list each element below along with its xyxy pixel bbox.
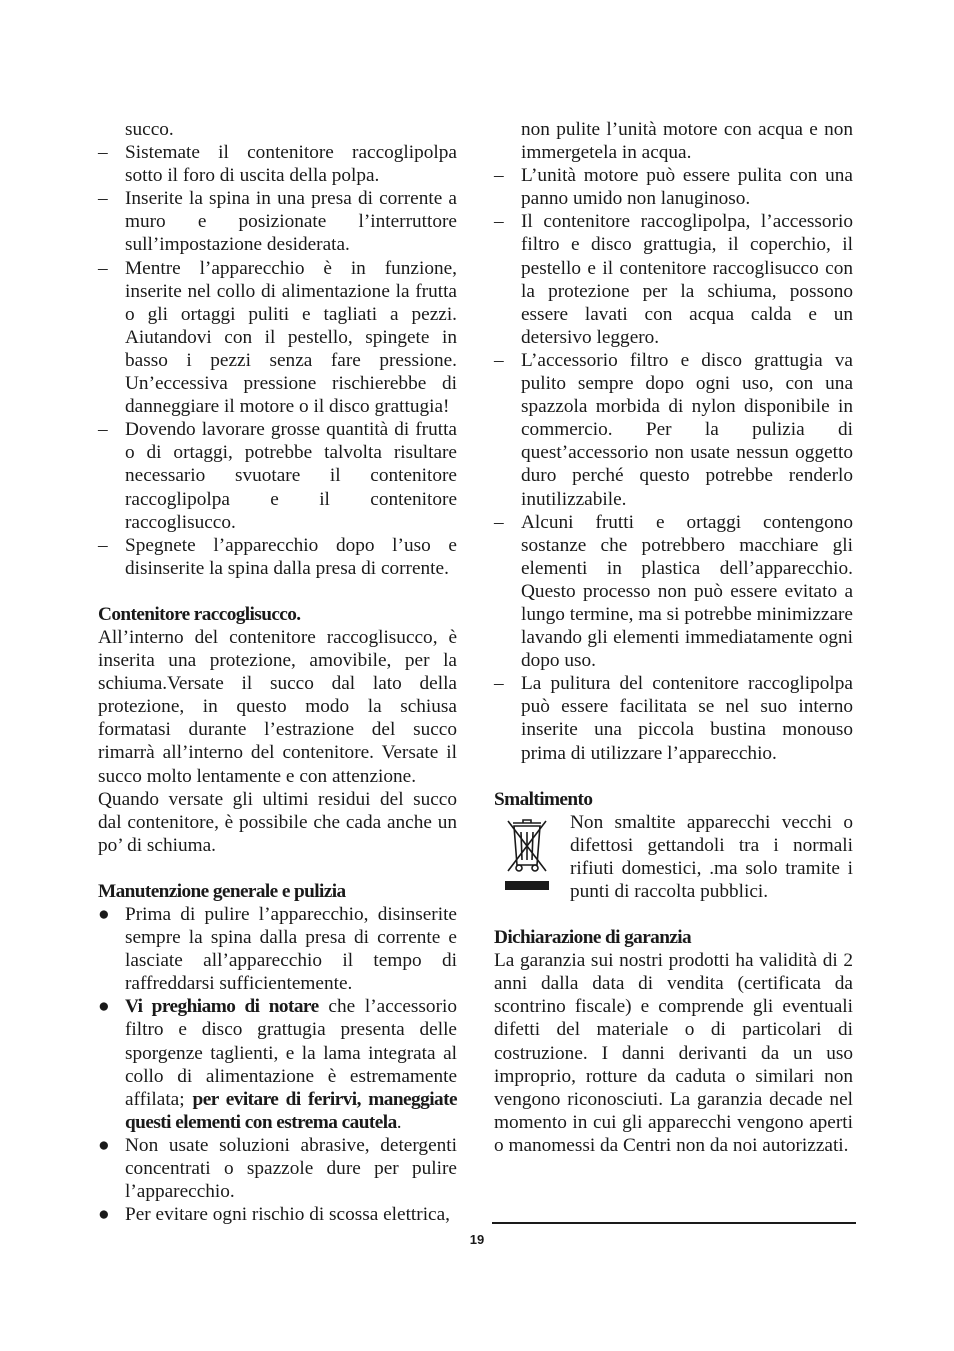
right-column (494, 118, 853, 1157)
warning-caution: per evitare di ferirvi, maneggiate questi elementi con estrema cautela (125, 1088, 457, 1133)
footer-rule (492, 1222, 856, 1224)
step-item: – Mentre l’apparecchio è in funzione, inserite nel collo di alimentazione la frutta o gli ortaggi puliti e tagliati a pezzi. Aiutandovi con il pestello, spingete in basso i pezzi senza fare pressione. Un’eccessiva pressione rischierebbe di danneggiare il motore o il disco grattugia! (98, 257, 457, 418)
dash-marker: – (98, 419, 108, 441)
step-continuation: succo. (125, 119, 174, 140)
crossed-out-wheelie-bin-icon (502, 815, 552, 891)
dash-marker: – (494, 349, 504, 371)
bullet-marker: ● (98, 1134, 110, 1156)
step-item: – Dovendo lavorare grosse quantità di frutta o di ortaggi, potrebbe talvolta risultare necessario svuotare il contenitore raccoglipolpa e il contenitore raccoglisucco. (98, 419, 457, 533)
warranty-text: La garanzia sui nostri prodotti ha validità di 2 anni dalla data di vendita (certificata da scontrino fiscale) e comprende gli eventuali difetti del materiale o di particolari di costruzione. I danni derivanti da un uso improprio, rotture da caduta o similari non vengono riconosciuti. La garanzia decade nel momento in cui gli apparecchi vengono aperti o manomessi da Centri non da noi autorizzati. (494, 950, 853, 1156)
cleaning-item: – Il contenitore raccoglipolpa, l’accessorio filtro e disco grattugia, il coperchio, il pestello e il contenitore raccoglisucco con la protezione per la schiuma, possono essere lavati con acqua calda e un detersivo leggero. (494, 211, 853, 348)
juice-container-paragraph: All’interno del contenitore raccoglisucco, è inserita una protezione, amovibile, per la schiuma.Versate il succo dal lato della protezione, in questo modo la schiusa formatasi durante l’estrazione del succo rimarrà all’interno del contenitore. Versate il succo molto lentamente e con attenzione. (98, 626, 457, 787)
page-number: 19 (469, 1232, 485, 1247)
bullet-marker: ● (98, 904, 110, 925)
maintenance-heading: Manutenzione generale e pulizia (98, 880, 346, 902)
step-item: – Sistemate il contenitore raccoglipolpa sotto il foro di uscita della polpa. (98, 142, 457, 187)
maintenance-bullet: ● Per evitare ogni rischio di scossa elettrica, (98, 1204, 450, 1226)
bullet-marker: ● (98, 996, 110, 1018)
step-item: – Inserite la spina in una presa di corrente a muro e posizionate l’interruttore sull’impostazione desiderata. (98, 188, 457, 256)
maintenance-bullet: ● Prima di pulire l’apparecchio, disinserite sempre la spina dalla presa di corrente e lasciate all’apparecchio il tempo di raffreddarsi sufficientemente. (98, 904, 457, 995)
bullet-continuation: non pulite l’unità motore con acqua e non immergetela in acqua. (521, 119, 853, 164)
disposal-text: Non smaltite apparecchi vecchi o difettosi gettandoli tra i normali rifiuti domestici, .ma solo tramite i punti di raccolta pubblici. (570, 811, 853, 902)
dash-marker: – (494, 511, 504, 533)
disposal-heading: Smaltimento (494, 788, 593, 810)
dash-marker: – (98, 142, 108, 164)
warning-emphasis: Vi preghiamo di notare (125, 996, 319, 1018)
warranty-heading: Dichiarazione di garanzia (494, 927, 692, 949)
maintenance-bullet-warning: ● Vi preghiamo di notare che l’accessorio filtro e disco grattugia presenta delle sporgenze taglienti, e la lama integrata al collo di alimentazione è estremamente affilata; per evitare di ferirvi, maneggiate questi elementi con estrema cautela. (98, 996, 457, 1133)
disposal-section (494, 811, 853, 903)
maintenance-bullet: ● Non usate soluzioni abrasive, detergenti concentrati o spazzole dure per pulire l’apparecchio. (98, 1134, 457, 1203)
dash-marker: – (494, 165, 504, 187)
cleaning-item: – La pulitura del contenitore raccoglipolpa può essere facilitata se nel suo interno inserite una piccola bustina monouso prima di utilizzare l’apparecchio. (494, 673, 853, 764)
step-item: – Spegnete l’apparecchio dopo l’uso e disinserite la spina dalla presa di corrente. (98, 534, 457, 579)
cleaning-item: – L’accessorio filtro e disco grattugia va pulito sempre dopo ogni uso, con una spazzola morbida di nylon disponibile in commercio. Per la pulizia di quest’accessorio non usate nessun oggetto duro perché questo potrebbe renderlo inutilizzabile. (494, 349, 853, 510)
dash-marker: – (98, 534, 108, 556)
cleaning-item: – Alcuni frutti e ortaggi contengono sostanze che potrebbero macchiare gli elementi in plastica dell’apparecchio. Questo processo non può essere evitato a lungo termine, ma si potrebbe minimizzare lavando gli elementi immediatamente ogni dopo uso. (494, 511, 853, 672)
dash-marker: – (98, 188, 108, 210)
left-column (98, 118, 457, 1226)
juice-container-paragraph-2: Quando versate gli ultimi residui del succo dal contenitore, è possibile che cada anche un po’ di schiuma. (98, 788, 457, 856)
dash-marker: – (494, 211, 504, 233)
bullet-marker: ● (98, 1204, 110, 1226)
dash-marker: – (494, 673, 504, 695)
cleaning-item: – L’unità motore può essere pulita con una panno umido non lanuginoso. (494, 165, 853, 210)
juice-container-heading: Contenitore raccoglisucco. (98, 603, 301, 625)
dash-marker: – (98, 257, 108, 279)
